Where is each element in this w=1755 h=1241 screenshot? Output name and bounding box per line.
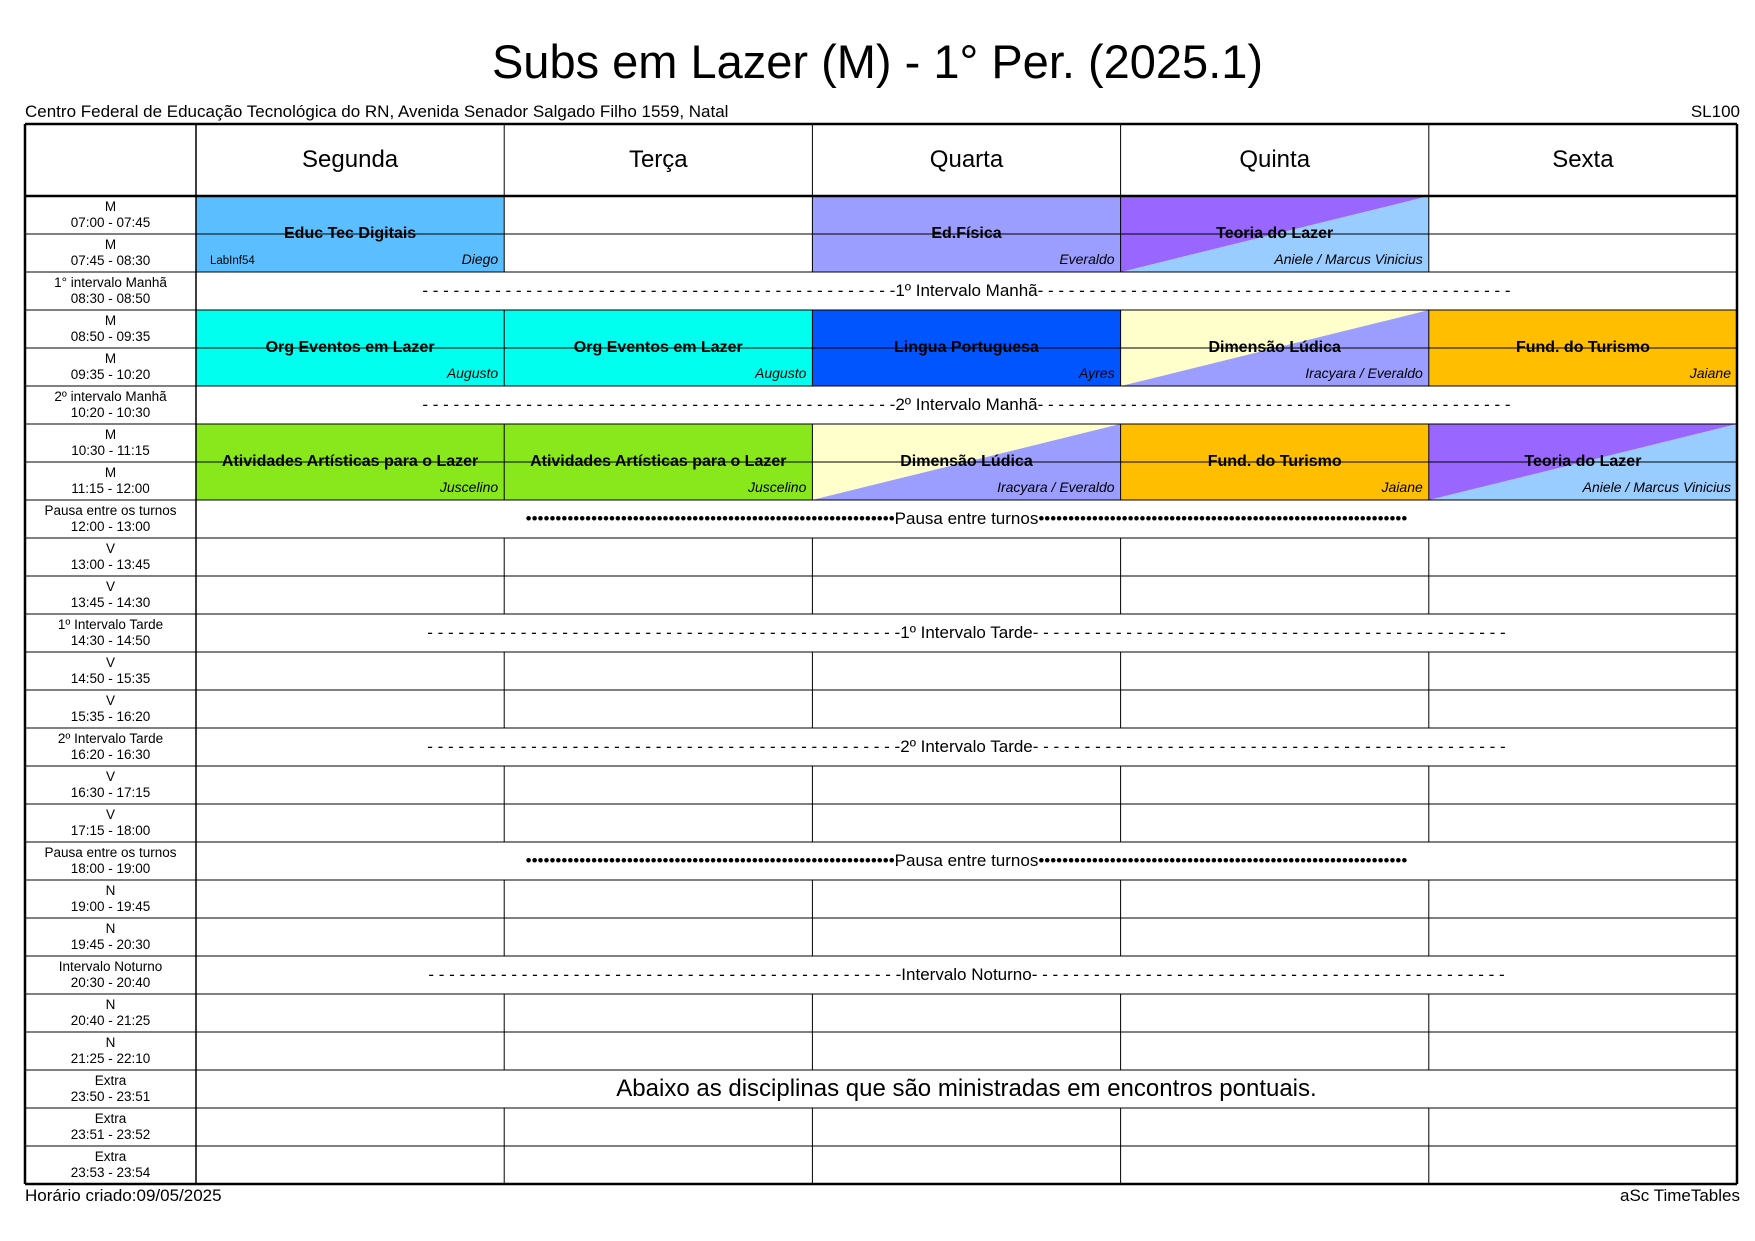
lesson-teacher: Jaiane (1381, 479, 1423, 495)
lesson-subject: Teoria do Lazer (1216, 225, 1334, 242)
break-label: Pausa entre turnos (894, 851, 1039, 870)
slot-time: 12:00 - 13:00 (70, 519, 151, 534)
band-filler-right: •••••••••••••••••••••••••••••••••••••••••••••••••••••••••••••• (1038, 851, 1408, 870)
slot-time: 07:45 - 08:30 (70, 253, 151, 268)
break-label: Abaixo as disciplinas que são ministradas em encontros pontuais. (616, 1075, 1317, 1102)
slot-time: 15:35 - 16:20 (70, 709, 151, 724)
day-header-quinta: Quinta (1239, 146, 1311, 173)
slot-time: 13:45 - 14:30 (70, 595, 151, 610)
lesson-subject: Dimensão Lúdica (900, 453, 1033, 470)
break-label: 2º Intervalo Manhã (895, 395, 1038, 414)
band-filler-right: - - - - - - - - - - - - - - - - - - - - - - - - - - - - - - - - - - - - - - - - - - - - - - (1037, 281, 1511, 300)
slot-time: 23:53 - 23:54 (70, 1165, 151, 1180)
slot-time: 14:50 - 15:35 (70, 671, 151, 686)
day-header-segunda: Segunda (302, 146, 399, 173)
slot-label: V (105, 579, 115, 594)
lesson-teacher: Jaiane (1689, 365, 1731, 381)
slot-label: 1º Intervalo Tarde (57, 617, 164, 632)
break-label: Pausa entre turnos (894, 509, 1039, 528)
band-filler-right: - - - - - - - - - - - - - - - - - - - - - - - - - - - - - - - - - - - - - - - - - - - - - - (1031, 965, 1505, 984)
slot-label: N (105, 997, 116, 1012)
slot-label: M (104, 465, 117, 480)
slot-time: 18:00 - 19:00 (70, 861, 151, 876)
slot-time: 07:00 - 07:45 (70, 215, 151, 230)
break-label: Intervalo Noturno (901, 965, 1032, 984)
created-date: Horário criado:09/05/2025 (25, 1186, 222, 1205)
band-filler-left: - - - - - - - - - - - - - - - - - - - - - - - - - - - - - - - - - - - - - - - - - - - - - - (422, 281, 896, 300)
institution-address: Centro Federal de Educação Tecnológica do RN, Avenida Senador Salgado Filho 1559, Natal (25, 102, 729, 121)
slot-time: 10:30 - 11:15 (71, 443, 150, 458)
lesson-teacher: Augusto (755, 365, 807, 381)
slot-time: 16:20 - 16:30 (70, 747, 151, 762)
software-credit: aSc TimeTables (1620, 1186, 1740, 1205)
lesson-teacher: Iracyara / Everaldo (997, 479, 1115, 495)
band-filler-right: - - - - - - - - - - - - - - - - - - - - - - - - - - - - - - - - - - - - - - - - - - - - - - (1037, 395, 1511, 414)
break-label: 2º Intervalo Tarde (900, 737, 1033, 756)
slot-time: 08:50 - 09:35 (70, 329, 151, 344)
slot-time: 14:30 - 14:50 (70, 633, 151, 648)
lesson-teacher: Juscelino (748, 479, 807, 495)
lesson-subject: Teoria do Lazer (1524, 453, 1642, 470)
slot-label: Extra (94, 1111, 127, 1126)
lesson-subject: Fund. do Turismo (1207, 453, 1342, 470)
slot-label: Intervalo Noturno (58, 959, 163, 974)
slot-time: 23:50 - 23:51 (70, 1089, 151, 1104)
lesson-teacher: Ayres (1078, 365, 1115, 381)
lesson-teacher: Diego (461, 251, 499, 267)
slot-time: 08:30 - 08:50 (70, 291, 151, 306)
slot-label: M (104, 351, 117, 366)
day-header-sexta: Sexta (1552, 146, 1614, 173)
slot-label: 2º Intervalo Tarde (57, 731, 164, 746)
lesson-teacher: Everaldo (1059, 251, 1115, 267)
slot-time: 09:35 - 10:20 (70, 367, 151, 382)
slot-label: V (105, 693, 115, 708)
lesson-teacher: Aniele / Marcus Vinicius (1582, 479, 1731, 495)
lesson-subject: Org Eventos em Lazer (573, 339, 743, 356)
slot-label: M (104, 313, 117, 328)
band-filler-left: •••••••••••••••••••••••••••••••••••••••••••••••••••••••••••••• (525, 851, 895, 870)
band-filler-left: - - - - - - - - - - - - - - - - - - - - - - - - - - - - - - - - - - - - - - - - - - - - - - (428, 965, 902, 984)
slot-label: V (105, 655, 115, 670)
slot-time: 11:15 - 12:00 (71, 481, 150, 496)
slot-label: V (105, 769, 115, 784)
band-filler-left: •••••••••••••••••••••••••••••••••••••••••••••••••••••••••••••• (525, 509, 895, 528)
slot-label: V (105, 541, 115, 556)
slot-label: Extra (94, 1073, 127, 1088)
lesson-subject: Educ Tec Digitais (284, 225, 417, 242)
slot-label: N (105, 1035, 116, 1050)
lesson-room: LabInf54 (210, 255, 255, 267)
slot-time: 13:00 - 13:45 (70, 557, 151, 572)
slot-time: 20:40 - 21:25 (70, 1013, 151, 1028)
band-filler-right: - - - - - - - - - - - - - - - - - - - - - - - - - - - - - - - - - - - - - - - - - - - - - - (1032, 737, 1506, 756)
lesson-subject: Fund. do Turismo (1515, 339, 1650, 356)
slot-time: 16:30 - 17:15 (70, 785, 151, 800)
class-code: SL100 (1690, 102, 1740, 121)
lesson-subject: Atividades Artísticas para o Lazer (530, 453, 787, 470)
slot-label: N (105, 883, 116, 898)
lesson-subject: Org Eventos em Lazer (265, 339, 435, 356)
page-title: Subs em Lazer (M) - 1° Per. (2025.1) (491, 35, 1264, 88)
day-header-terca: Terça (628, 146, 688, 173)
slot-time: 19:45 - 20:30 (70, 937, 151, 952)
lesson-teacher: Aniele / Marcus Vinicius (1274, 251, 1423, 267)
slot-time: 19:00 - 19:45 (70, 899, 151, 914)
lesson-teacher: Augusto (446, 365, 499, 381)
band-filler-right: - - - - - - - - - - - - - - - - - - - - - - - - - - - - - - - - - - - - - - - - - - - - - - (1032, 623, 1506, 642)
lesson-subject: Lingua Portuguesa (894, 339, 1039, 356)
slot-label: Pausa entre os turnos (44, 503, 177, 518)
slot-label: 1° intervalo Manhã (54, 275, 167, 290)
slot-time: 23:51 - 23:52 (70, 1127, 151, 1142)
lesson-teacher: Juscelino (439, 479, 499, 495)
slot-time: 17:15 - 18:00 (70, 823, 151, 838)
lesson-subject: Ed.Física (931, 225, 1002, 242)
band-filler-left: - - - - - - - - - - - - - - - - - - - - - - - - - - - - - - - - - - - - - - - - - - - - - - (427, 737, 901, 756)
slot-label: Extra (94, 1149, 127, 1164)
day-header-quarta: Quarta (929, 146, 1004, 173)
break-label: 1º Intervalo Tarde (900, 623, 1033, 642)
slot-time: 10:20 - 10:30 (70, 405, 151, 420)
slot-label: M (104, 427, 117, 442)
slot-label: Pausa entre os turnos (44, 845, 177, 860)
slot-time: 20:30 - 20:40 (70, 975, 151, 990)
slot-label: M (104, 199, 117, 214)
band-filler-left: - - - - - - - - - - - - - - - - - - - - - - - - - - - - - - - - - - - - - - - - - - - - - - (427, 623, 901, 642)
slot-label: M (104, 237, 117, 252)
break-label: 1º Intervalo Manhã (895, 281, 1038, 300)
lesson-teacher: Iracyara / Everaldo (1305, 365, 1423, 381)
band-filler-left: - - - - - - - - - - - - - - - - - - - - - - - - - - - - - - - - - - - - - - - - - - - - - - (422, 395, 896, 414)
slot-label: 2º intervalo Manhã (54, 389, 167, 404)
lesson-subject: Atividades Artísticas para o Lazer (221, 453, 479, 470)
band-filler-right: •••••••••••••••••••••••••••••••••••••••••••••••••••••••••••••• (1038, 509, 1408, 528)
slot-label: V (105, 807, 115, 822)
slot-label: N (105, 921, 116, 936)
slot-time: 21:25 - 22:10 (70, 1051, 151, 1066)
lesson-subject: Dimensão Lúdica (1208, 339, 1341, 356)
